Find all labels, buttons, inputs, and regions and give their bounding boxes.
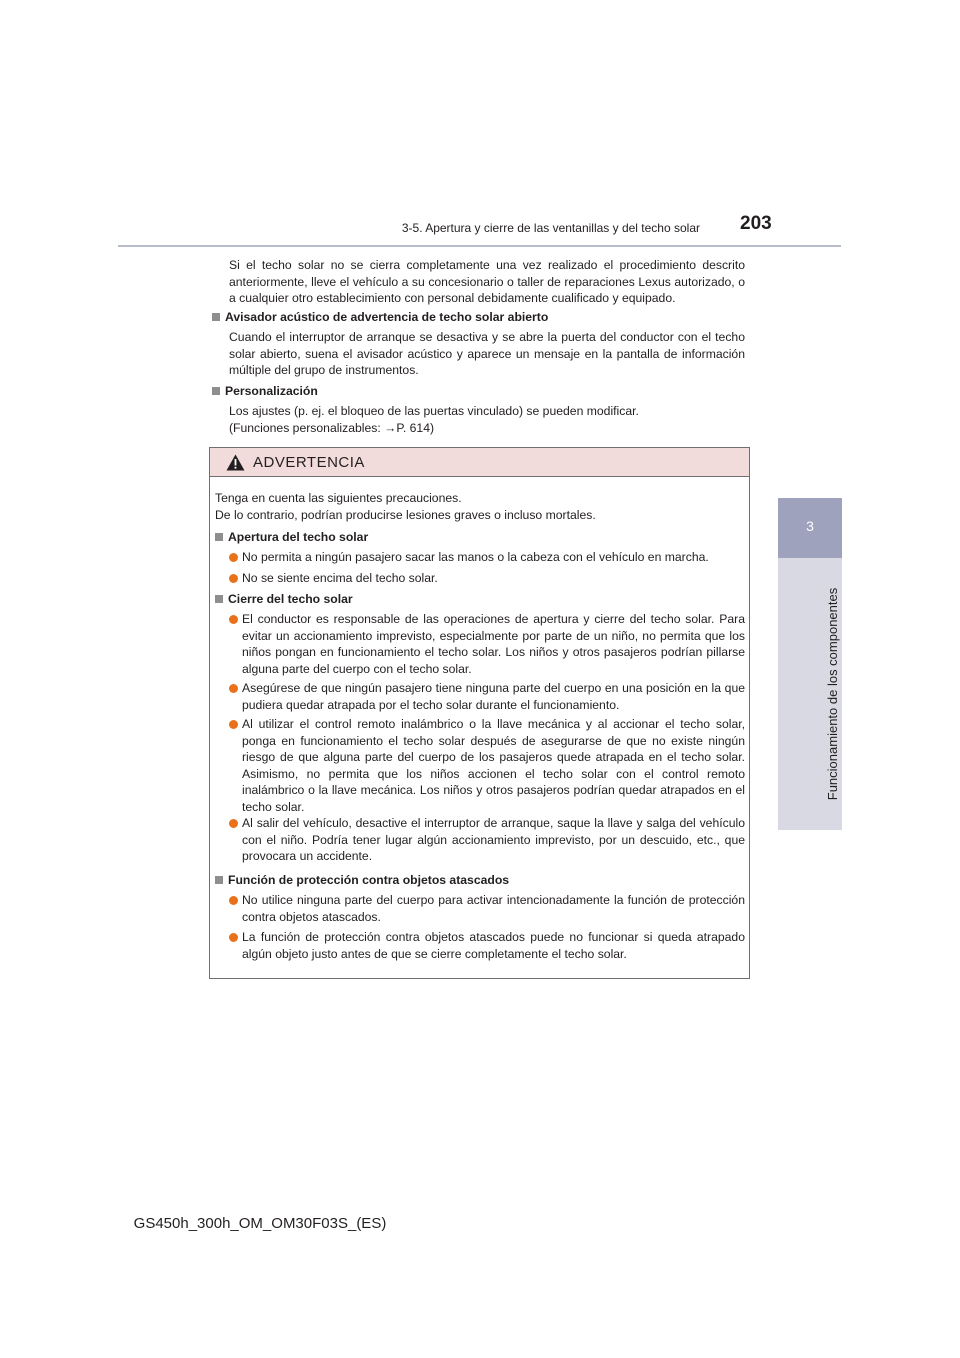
- orange-bullet-icon: [229, 615, 238, 624]
- warning-group-heading: [215, 872, 509, 888]
- warning-triangle-icon: [226, 454, 245, 471]
- square-bullet-icon: [215, 533, 223, 541]
- orange-bullet-icon: [229, 720, 238, 729]
- warning-intro-line: De lo contrario, podrían producirse lesiones graves o incluso mortales.: [215, 507, 596, 522]
- warning-item-text: No utilice ninguna parte del cuerpo para activar intencionadamente la función de protección contra objetos atascados.: [242, 893, 745, 924]
- warning-group-heading-text: Función de protección contra objetos atascados: [228, 873, 510, 887]
- warning-intro: [215, 490, 745, 523]
- intro-paragraph: Si el techo solar no se cierra completamente una vez realizado el procedimiento descrito anteriormente, lleve el vehículo a su concesionario o taller de reparaciones Lexus autorizado, o a cualquier otro establecimiento con personal debidamente cualificado y equipado.: [229, 258, 745, 306]
- warning-item-text: Al salir del vehículo, desactive el interruptor de arranque, saque la llave y salga del vehículo con el niño. Podría tener lugar algún accionamiento imprevisto, por un descuido, etc., que provocara un accidente.: [242, 816, 745, 864]
- orange-bullet-icon: [229, 819, 238, 828]
- square-bullet-icon: [215, 595, 223, 603]
- section-body-avisador: Cuando el interruptor de arranque se desactiva y se abre la puerta del conductor con el techo solar abierto, suena el avisador acústico y aparece un mensaje en la pantalla de información múltiple del grupo de instrumentos.: [229, 330, 745, 378]
- warning-item: [229, 570, 745, 587]
- document-code: GS450h_300h_OM_OM30F03S_(ES): [133, 1215, 387, 1232]
- warning-item: [229, 549, 745, 566]
- warning-item-text: La función de protección contra objetos atascados puede no funcionar si queda atrapado algún objeto justo antes de que se cierre completamente el techo solar.: [242, 930, 745, 961]
- warning-header: [210, 448, 749, 477]
- warning-item: [229, 892, 745, 925]
- warning-box: [209, 447, 750, 979]
- square-bullet-icon: [215, 876, 223, 884]
- warning-group-heading-text: Apertura del techo solar: [228, 530, 369, 544]
- warning-item: [229, 716, 745, 816]
- warning-group-heading-text: Cierre del techo solar: [228, 592, 353, 606]
- orange-bullet-icon: [229, 574, 238, 583]
- page-reference-link[interactable]: (Funciones personalizables: →P. 614): [229, 420, 435, 435]
- chapter-title: Funcionamiento de los componentes: [825, 587, 840, 801]
- section-heading-text: Avisador acústico de advertencia de techo solar abierto: [225, 310, 549, 324]
- warning-intro-line: Tenga en cuenta las siguientes precauciones.: [215, 491, 462, 505]
- warning-item: [229, 611, 745, 677]
- orange-bullet-icon: [229, 684, 238, 693]
- page-number: 203: [740, 213, 772, 234]
- chapter-number: 3: [806, 518, 814, 534]
- orange-bullet-icon: [229, 896, 238, 905]
- warning-item-text: No se siente encima del techo solar.: [242, 571, 438, 585]
- warning-title: ADVERTENCIA: [253, 453, 365, 471]
- warning-group-heading: [215, 529, 368, 545]
- orange-bullet-icon: [229, 553, 238, 562]
- warning-item: [229, 815, 745, 865]
- warning-item: [229, 680, 745, 713]
- body-line: Los ajustes (p. ej. el bloqueo de las puertas vinculado) se pueden modificar.: [229, 404, 639, 418]
- warning-item-text: Asegúrese de que ningún pasajero tiene ninguna parte del cuerpo en una posición en la que pudiera quedar atrapada por el techo solar durante el funcionamiento.: [242, 681, 745, 712]
- section-heading-avisador: [212, 309, 548, 325]
- chapter-tab: [778, 498, 842, 558]
- warning-item-text: Al utilizar el control remoto inalámbrico o la llave mecánica y al accionar el techo solar, ponga en funcionamiento el techo solar después de asegurarse de que no existe ningún riesgo de que alguna parte del cuerpo de los pasajeros quede atrapada en el techo solar. Asimismo, no permita que los niños accionen el techo solar con el control remoto inalámbrico o la llave mecánica. Los niños y otros pasajeros podrían quedar atrapados en el techo solar.: [242, 717, 745, 814]
- warning-item: [229, 929, 745, 962]
- square-bullet-icon: [212, 313, 220, 321]
- square-bullet-icon: [212, 387, 220, 395]
- warning-item-text: No permita a ningún pasajero sacar las manos o la cabeza con el vehículo en marcha.: [242, 550, 709, 564]
- chapter-title-strip: [778, 558, 842, 830]
- section-heading-personalizacion: [212, 383, 318, 399]
- header-rule: [118, 245, 841, 247]
- section-body-personalizacion: [229, 403, 745, 436]
- running-header-section-title: 3-5. Apertura y cierre de las ventanillas y del techo solar: [401, 221, 700, 235]
- section-heading-text: Personalización: [225, 384, 318, 398]
- warning-group-heading: [215, 591, 353, 607]
- orange-bullet-icon: [229, 933, 238, 942]
- warning-item-text: El conductor es responsable de las operaciones de apertura y cierre del techo solar. Para evitar un accionamiento imprevisto, especialmente por parte de un niño, no permita que los niños pongan en funcionamiento el techo solar. Los niños y otros pasajeros podrían pillarse alguna parte del cuerpo con el techo solar.: [242, 612, 745, 676]
